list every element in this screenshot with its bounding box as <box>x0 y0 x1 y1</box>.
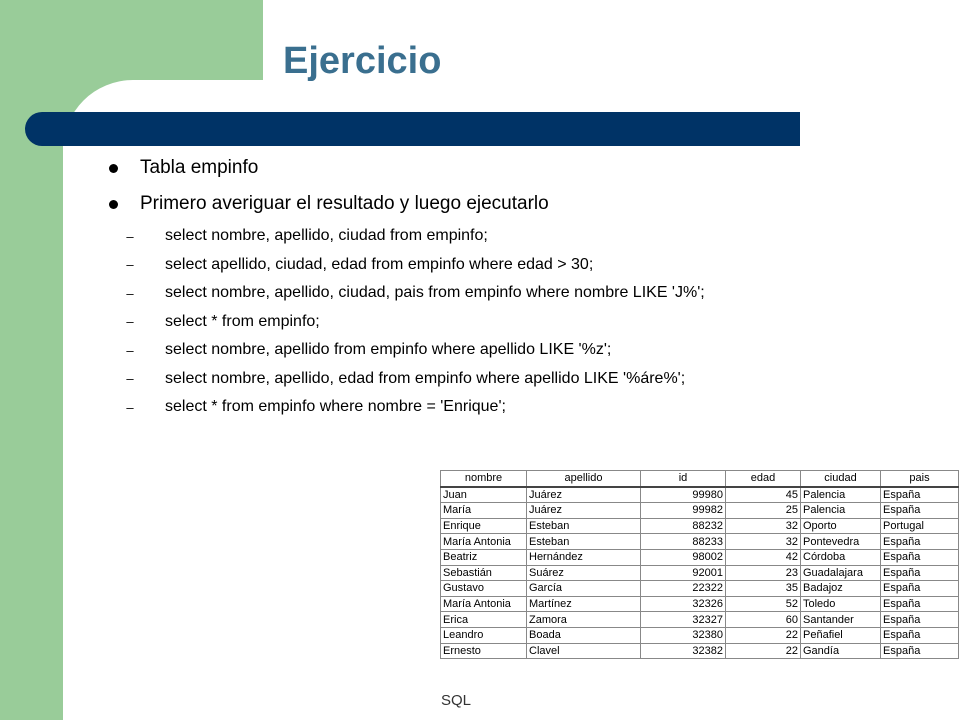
table-cell: España <box>881 596 959 612</box>
query-text: select nombre, apellido, ciudad from empinfo; <box>165 227 488 245</box>
dash-marker: – <box>126 285 134 301</box>
dash-marker: – <box>126 257 134 273</box>
column-header: edad <box>726 471 801 487</box>
bullet-text: Tabla empinfo <box>140 157 259 178</box>
table-cell: María Antonia <box>441 596 527 612</box>
table-cell: España <box>881 627 959 643</box>
table-cell: Portugal <box>881 518 959 534</box>
title-underline-bar <box>25 112 800 146</box>
table-cell: Córdoba <box>801 549 881 565</box>
query-item <box>105 251 925 280</box>
table-row <box>441 549 959 565</box>
table-cell: Peñafiel <box>801 627 881 643</box>
column-header: id <box>641 471 726 487</box>
table-cell: Ernesto <box>441 643 527 659</box>
table-cell: España <box>881 503 959 519</box>
table-cell: 32382 <box>641 643 726 659</box>
table-cell: 32 <box>726 534 801 550</box>
table-cell: Juan <box>441 487 527 503</box>
table-cell: España <box>881 534 959 550</box>
table-cell: 23 <box>726 565 801 581</box>
table-cell: 92001 <box>641 565 726 581</box>
bullet-dot-icon <box>109 200 118 209</box>
table-cell: Esteban <box>527 534 641 550</box>
table-cell: Clavel <box>527 643 641 659</box>
table-row <box>441 627 959 643</box>
query-text: select * from empinfo where nombre = 'Enrique'; <box>165 398 506 416</box>
table-cell: España <box>881 581 959 597</box>
table-cell: Beatriz <box>441 549 527 565</box>
table-cell: Boada <box>527 627 641 643</box>
table-cell: Leandro <box>441 627 527 643</box>
query-item <box>105 222 925 251</box>
table-cell: Gandía <box>801 643 881 659</box>
dash-marker: – <box>126 399 134 415</box>
query-item <box>105 279 925 308</box>
table-cell: España <box>881 565 959 581</box>
query-item <box>105 308 925 337</box>
table-row <box>441 643 959 659</box>
table-cell: García <box>527 581 641 597</box>
table-row <box>441 596 959 612</box>
table-cell: España <box>881 643 959 659</box>
table-cell: 88233 <box>641 534 726 550</box>
table-cell: 32380 <box>641 627 726 643</box>
table-cell: España <box>881 487 959 503</box>
column-header: pais <box>881 471 959 487</box>
table-cell: 45 <box>726 487 801 503</box>
query-text: select * from empinfo; <box>165 312 320 330</box>
table-cell: España <box>881 549 959 565</box>
table-cell: Palencia <box>801 503 881 519</box>
table-row <box>441 518 959 534</box>
table-cell: España <box>881 612 959 628</box>
dash-marker: – <box>126 342 134 358</box>
bullet-item <box>105 150 925 186</box>
slide-title: Ejercicio <box>283 40 442 82</box>
bullet-dot-icon <box>109 164 118 173</box>
table-cell: Santander <box>801 612 881 628</box>
query-item <box>105 393 925 422</box>
table-cell: Palencia <box>801 487 881 503</box>
table-cell: María Antonia <box>441 534 527 550</box>
table-cell: 98002 <box>641 549 726 565</box>
table-cell: 22 <box>726 627 801 643</box>
table-row <box>441 581 959 597</box>
table-cell: Sebastián <box>441 565 527 581</box>
query-item <box>105 365 925 394</box>
table-cell: Martínez <box>527 596 641 612</box>
table-cell: María <box>441 503 527 519</box>
table-cell: Gustavo <box>441 581 527 597</box>
table-cell: Badajoz <box>801 581 881 597</box>
table-header-row <box>441 471 959 487</box>
query-text: select nombre, apellido, edad from empinfo where apellido LIKE '%áre%'; <box>165 369 686 387</box>
table-cell: 25 <box>726 503 801 519</box>
query-text: select apellido, ciudad, edad from empinfo where edad > 30; <box>165 255 594 273</box>
table-cell: 32 <box>726 518 801 534</box>
table-cell: 32326 <box>641 596 726 612</box>
table-row <box>441 565 959 581</box>
table-cell: Oporto <box>801 518 881 534</box>
table-cell: 22 <box>726 643 801 659</box>
footer-label: SQL <box>441 692 472 709</box>
table-cell: Guadalajara <box>801 565 881 581</box>
table-row <box>441 612 959 628</box>
table-row <box>441 487 959 503</box>
empinfo-table <box>440 470 959 659</box>
table-cell: Hernández <box>527 549 641 565</box>
column-header: ciudad <box>801 471 881 487</box>
table-cell: 99980 <box>641 487 726 503</box>
table-cell: Enrique <box>441 518 527 534</box>
table-cell: Erica <box>441 612 527 628</box>
table-cell: 32327 <box>641 612 726 628</box>
table-cell: 88232 <box>641 518 726 534</box>
bullet-item <box>105 186 925 222</box>
table-cell: 99982 <box>641 503 726 519</box>
table-cell: Juárez <box>527 503 641 519</box>
column-header: apellido <box>527 471 641 487</box>
table-row <box>441 534 959 550</box>
table-cell: Toledo <box>801 596 881 612</box>
table-cell: 42 <box>726 549 801 565</box>
column-header: nombre <box>441 471 527 487</box>
dash-marker: – <box>126 314 134 330</box>
table-cell: 22322 <box>641 581 726 597</box>
table-cell: Juárez <box>527 487 641 503</box>
table-cell: 52 <box>726 596 801 612</box>
table-cell: 35 <box>726 581 801 597</box>
table-cell: 60 <box>726 612 801 628</box>
bullet-list <box>105 150 925 422</box>
dash-marker: – <box>126 228 134 244</box>
table-cell: Pontevedra <box>801 534 881 550</box>
table-cell: Esteban <box>527 518 641 534</box>
table-row <box>441 503 959 519</box>
dash-marker: – <box>126 371 134 387</box>
bullet-text: Primero averiguar el resultado y luego ejecutarlo <box>140 193 549 214</box>
table-cell: Zamora <box>527 612 641 628</box>
table-cell: Suárez <box>527 565 641 581</box>
query-text: select nombre, apellido, ciudad, pais from empinfo where nombre LIKE 'J%'; <box>165 284 705 302</box>
query-item <box>105 336 925 365</box>
query-text: select nombre, apellido from empinfo where apellido LIKE '%z'; <box>165 341 612 359</box>
